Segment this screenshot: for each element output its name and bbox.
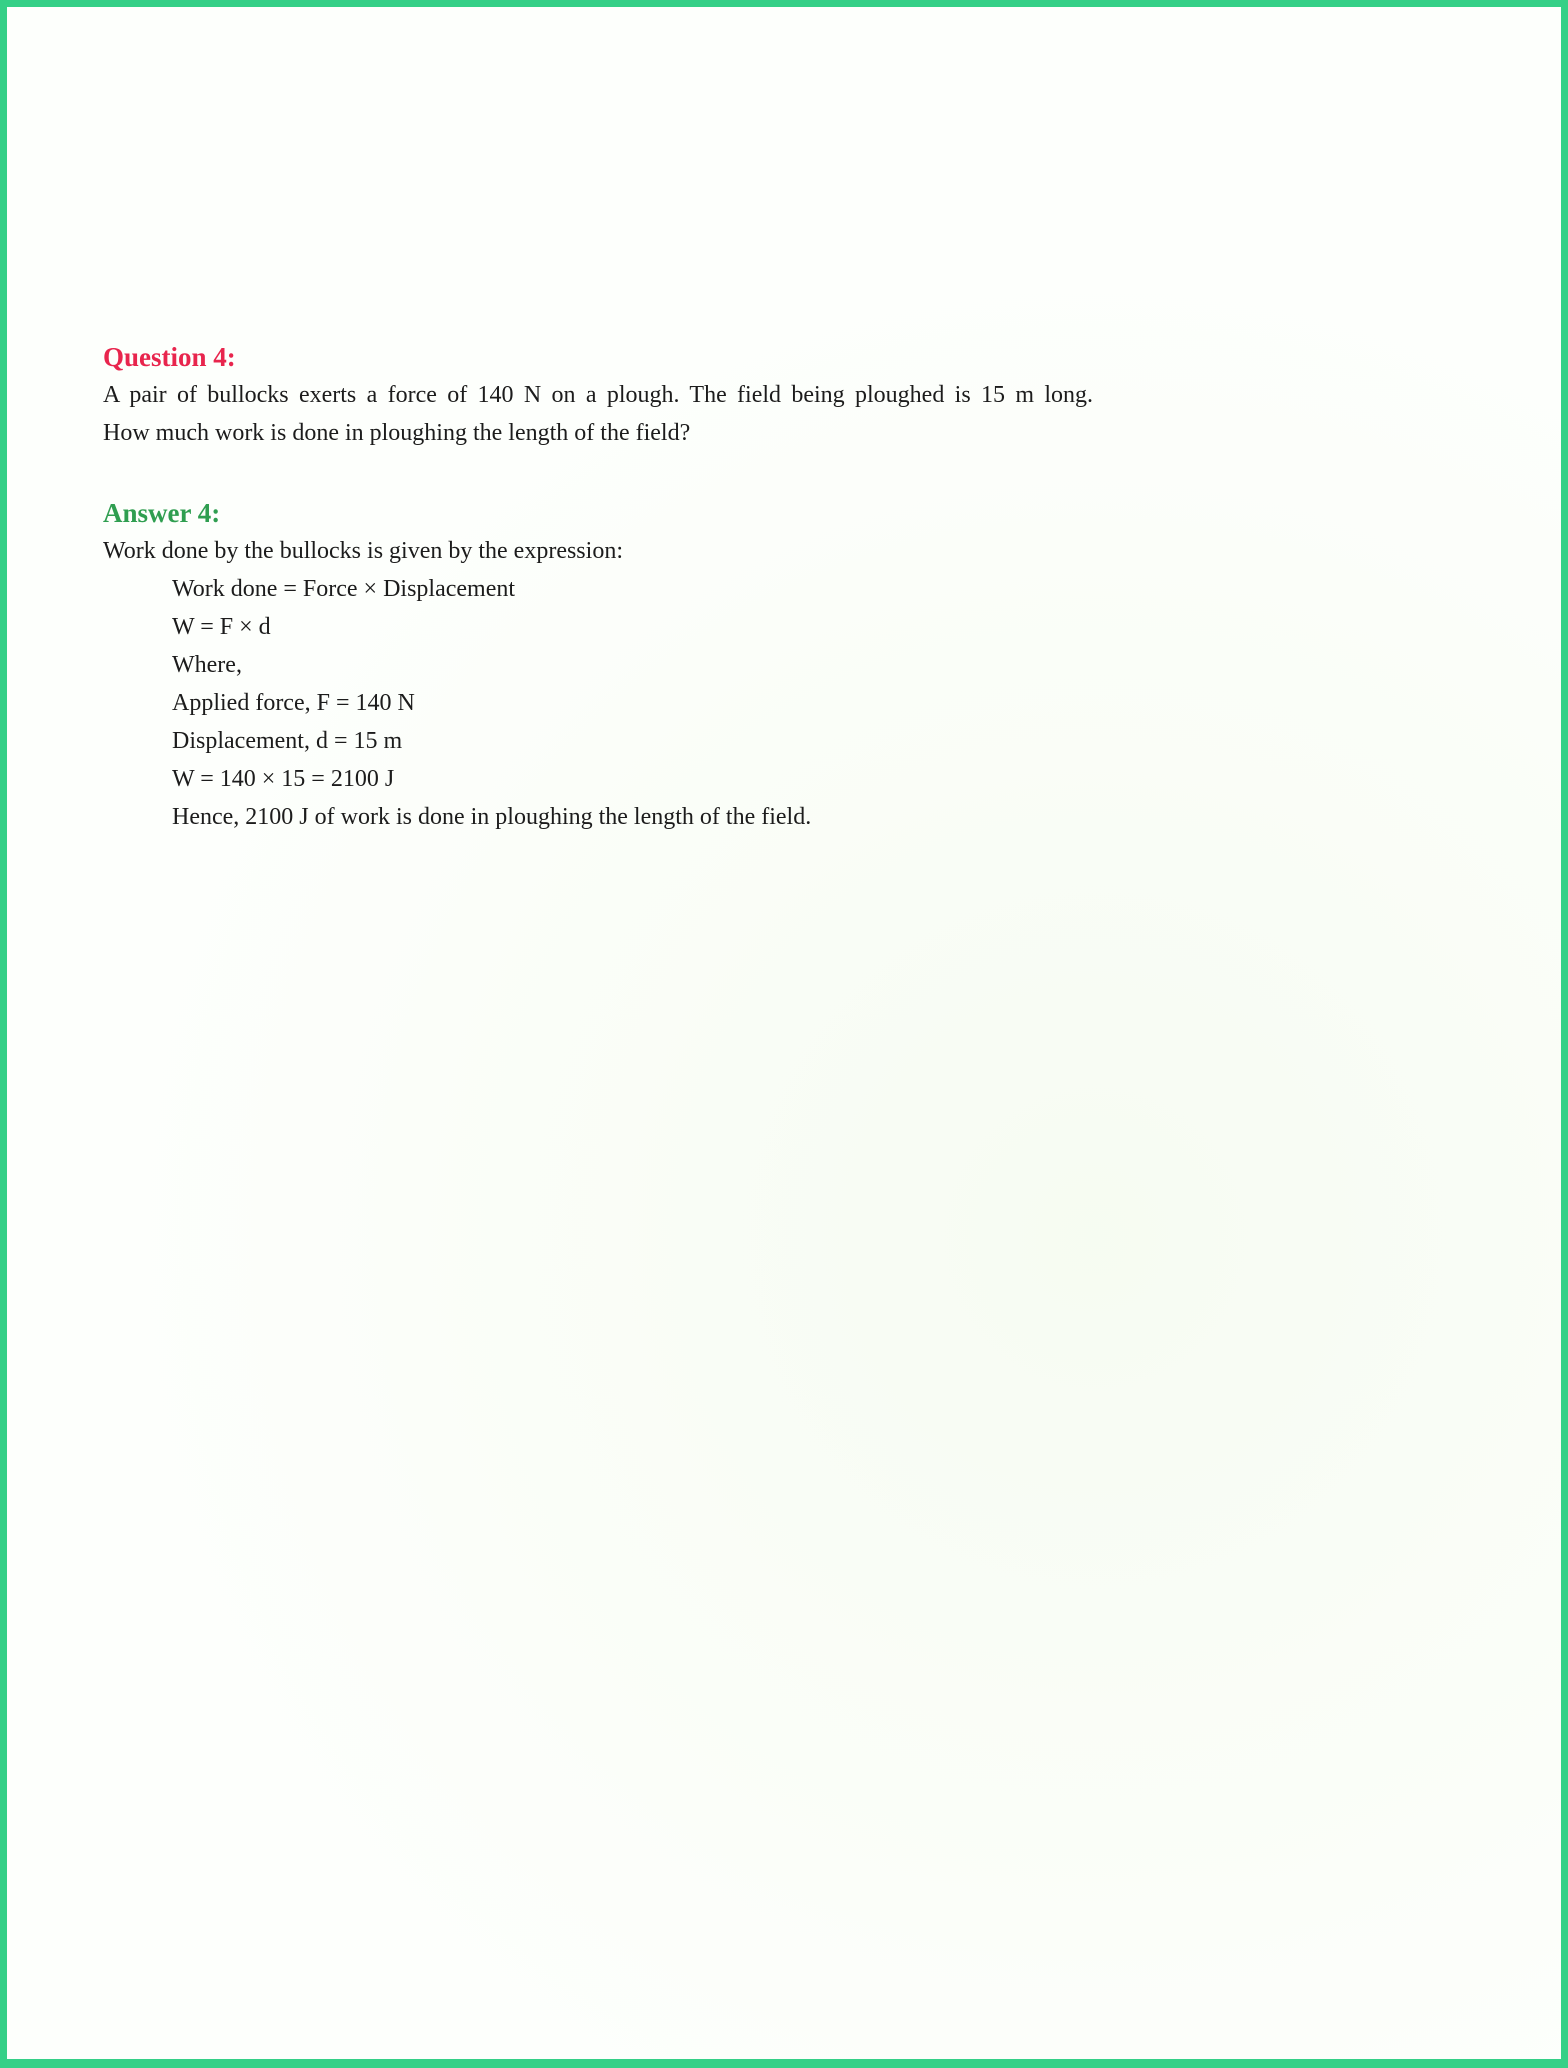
question-text-line-2: How much work is done in ploughing the length of the field? [103,420,691,446]
answer-line-w-equals-f-d: W = F × d [172,614,271,640]
answer-line-calculation: W = 140 × 15 = 2100 J [172,766,395,792]
answer-line-applied-force: Applied force, F = 140 N [172,690,415,716]
answer-line-conclusion: Hence, 2100 J of work is done in ploughing the length of the field. [172,804,812,830]
answer-line-where: Where, [172,652,242,678]
page-content [7,7,1093,836]
question-heading: Question 4: [103,342,236,372]
answer-heading: Answer 4: [103,498,221,528]
answer-line-work-done-formula: Work done = Force × Displacement [172,576,516,602]
question-text-line-1: A pair of bullocks exerts a force of 140 N on a plough. The field being ploughed is 15 m long. [103,382,1093,408]
answer-line-displacement: Displacement, d = 15 m [172,728,403,754]
answer-intro: Work done by the bullocks is given by the expression: [103,538,623,564]
